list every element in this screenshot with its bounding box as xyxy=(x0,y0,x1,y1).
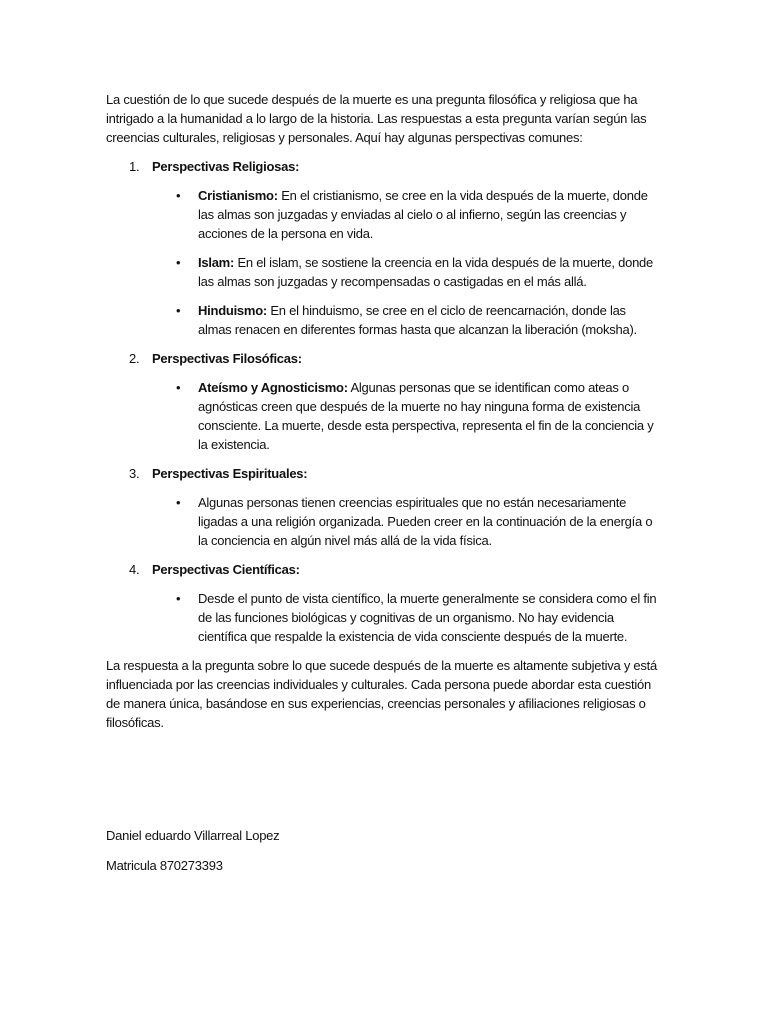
section-items xyxy=(152,186,662,339)
author-name: Daniel eduardo Villarreal Lopez xyxy=(106,828,280,843)
intro-paragraph: La cuestión de lo que sucede después de la muerte es una pregunta filosófica y religiosa que ha intrigado a la humanidad a lo largo de la historia. Las respuestas a esta pregunta varían según las creencias culturales, religiosas y personales. Aquí hay algunas perspectivas comunes: xyxy=(106,92,647,145)
item-text: En el cristianismo, se cree en la vida después de la muerte, donde las almas son juzgadas y enviadas al cielo o al infierno, según las creencias y acciones de la persona en vida. xyxy=(198,188,648,241)
section-items xyxy=(152,589,662,646)
section-title: Perspectivas Religiosas: xyxy=(152,159,300,174)
section-title: Perspectivas Filosóficas: xyxy=(152,351,302,366)
list-item xyxy=(176,378,662,454)
item-term: Islam: xyxy=(198,255,235,270)
bullet-icon: • xyxy=(176,188,181,203)
section-title: Perspectivas Científicas: xyxy=(152,562,300,577)
section-philosophical xyxy=(106,349,662,454)
item-text: Algunas personas tienen creencias espirituales que no están necesariamente ligadas a una religión organizada. Pueden creer en la continuación de la energía o la conciencia en algún nivel más allá de la vida física. xyxy=(198,495,653,548)
section-number: 4. xyxy=(129,562,140,577)
bullet-icon: • xyxy=(176,255,181,270)
section-number: 1. xyxy=(129,159,140,174)
section-title: Perspectivas Espirituales: xyxy=(152,466,308,481)
section-items xyxy=(152,378,662,454)
conclusion-paragraph: La respuesta a la pregunta sobre lo que sucede después de la muerte es altamente subjetiva y está influenciada por las creencias individuales y culturales. Cada persona puede abordar esta cuestión de manera única, basándose en sus experiencias, creencias personales y afiliaciones religiosas o filosóficas. xyxy=(106,658,658,730)
author-id: Matricula 870273393 xyxy=(106,858,223,873)
item-text: Algunas personas que se identifican como ateas o agnósticas creen que después de la muerte no hay ninguna forma de existencia consciente. La muerte, desde esta perspectiva, representa el fin de la conciencia y la existencia. xyxy=(198,380,654,452)
section-religious xyxy=(106,157,662,339)
document-body xyxy=(106,90,662,732)
list-item xyxy=(176,493,662,550)
list-item xyxy=(176,253,662,291)
section-spiritual xyxy=(106,464,662,550)
section-number: 3. xyxy=(129,466,140,481)
section-items xyxy=(152,493,662,550)
list-item xyxy=(176,186,662,243)
item-term: Cristianismo: xyxy=(198,188,278,203)
section-number: 2. xyxy=(129,351,140,366)
bullet-icon: • xyxy=(176,303,181,318)
bullet-icon: • xyxy=(176,495,181,510)
item-text: En el hinduismo, se cree en el ciclo de reencarnación, donde las almas renacen en diferentes formas hasta que alcanzan la liberación (moksha). xyxy=(198,303,637,337)
list-item xyxy=(176,301,662,339)
item-term: Hinduismo: xyxy=(198,303,267,318)
item-text: Desde el punto de vista científico, la muerte generalmente se considera como el fin de las funciones biológicas y cognitivas de un organismo. No hay evidencia científica que respalde la existencia de vida consciente después de la muerte. xyxy=(198,591,657,644)
item-term: Ateísmo y Agnosticismo: xyxy=(198,380,348,395)
list-item xyxy=(176,589,662,646)
section-scientific xyxy=(106,560,662,646)
item-text: En el islam, se sostiene la creencia en la vida después de la muerte, donde las almas son juzgadas y recompensadas o castigadas en el más allá. xyxy=(198,255,654,289)
bullet-icon: • xyxy=(176,591,181,606)
bullet-icon: • xyxy=(176,380,181,395)
